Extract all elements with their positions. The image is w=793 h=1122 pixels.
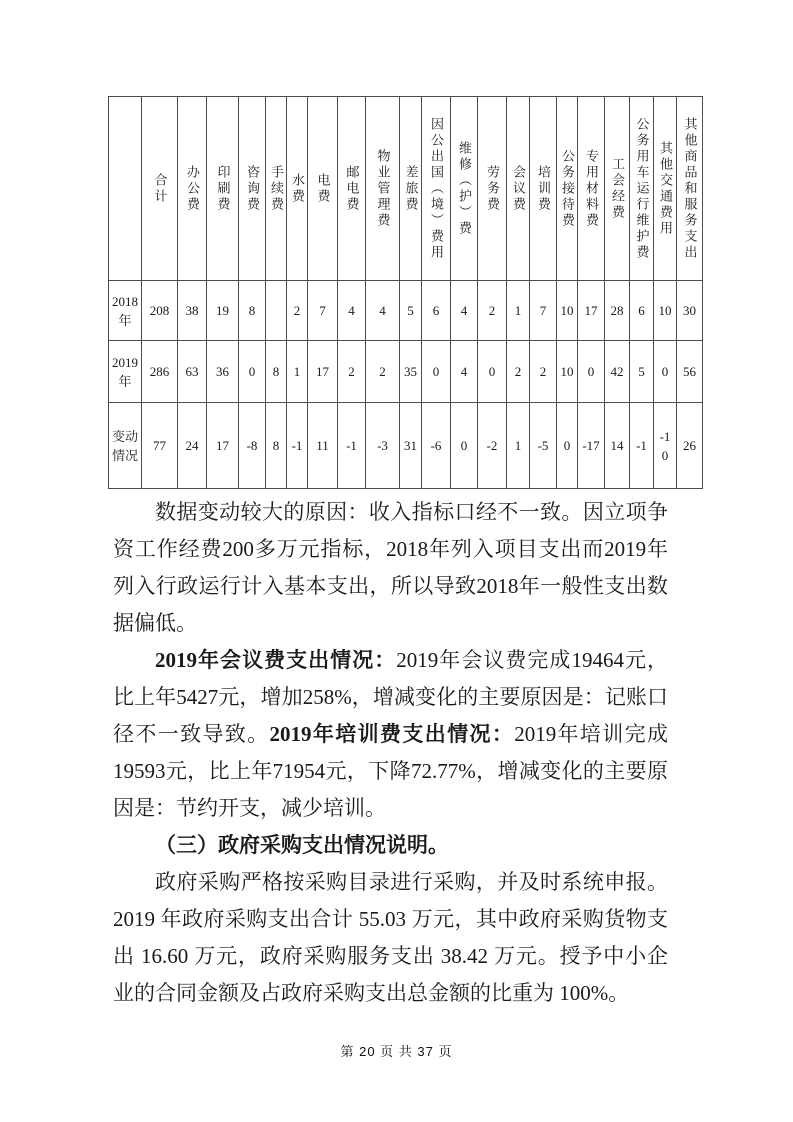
column-header-label: 其他交通费用 [658, 140, 673, 237]
column-header-16 [578, 97, 605, 281]
cell-r2-c2: 17 [207, 403, 239, 489]
cell-r2-c13: 1 [507, 403, 530, 489]
cell-r1-c4: 8 [266, 341, 287, 403]
cell-r0-c14: 7 [530, 281, 557, 341]
column-header-label: 邮电费 [344, 164, 360, 213]
column-header-2 [207, 97, 239, 281]
cell-r0-c20: 30 [677, 281, 703, 341]
column-header-14 [530, 97, 557, 281]
column-header-label: 办公费 [185, 164, 200, 213]
cell-r2-c10: -6 [422, 403, 451, 489]
cell-r0-c10: 6 [422, 281, 451, 341]
cell-r1-c17: 42 [605, 341, 630, 403]
cell-r2-c20: 26 [677, 403, 703, 489]
column-header-7 [338, 97, 366, 281]
column-header-label: 公务接待费 [560, 148, 575, 229]
cell-r0-c15: 10 [557, 281, 578, 341]
column-header-label: 公务用车运行维护费 [634, 116, 650, 261]
column-header-label: 咨询费 [245, 164, 260, 213]
meeting-fee-lead: 2019年会议费支出情况： [155, 648, 397, 672]
cell-r0-c16: 17 [578, 281, 605, 341]
cell-r0-c13: 1 [507, 281, 530, 341]
column-header-label: 培训费 [536, 164, 551, 213]
column-header-15 [557, 97, 578, 281]
column-header-label: 劳务费 [485, 164, 500, 213]
cell-r2-c19: -10 [654, 403, 677, 489]
column-header-label: 印刷费 [215, 164, 231, 213]
column-header-8 [366, 97, 400, 281]
cell-r2-c1: 24 [178, 403, 207, 489]
row-label-1: 2019年 [109, 341, 142, 403]
column-header-13 [507, 97, 530, 281]
column-header-label: 水费 [290, 172, 305, 205]
cell-r2-c12: -2 [478, 403, 507, 489]
cell-r1-c2: 36 [207, 341, 239, 403]
cell-r0-c7: 4 [338, 281, 366, 341]
cell-r0-c5: 2 [287, 281, 308, 341]
cell-r1-c0: 286 [142, 341, 178, 403]
cell-r0-c8: 4 [366, 281, 400, 341]
cell-r2-c16: -17 [578, 403, 605, 489]
body-text [113, 494, 668, 1012]
column-header-label: 专用材料费 [584, 148, 599, 229]
column-header-12 [478, 97, 507, 281]
corner-cell [109, 97, 142, 281]
column-header-6 [308, 97, 338, 281]
cell-r0-c6: 7 [308, 281, 338, 341]
cell-r1-c11: 4 [451, 341, 478, 403]
cell-r2-c9: 31 [400, 403, 422, 489]
column-header-20 [677, 97, 703, 281]
cell-r2-c11: 0 [451, 403, 478, 489]
column-header-label: 电费 [315, 172, 331, 205]
cell-r1-c15: 10 [557, 341, 578, 403]
column-header-label: 其他商品和服务支出 [682, 116, 698, 261]
training-fee-text: 2019年培训完成19593元，比上年71954元，下降72.77%，增减变化的主要原因是：节约开支，减少培训。 [113, 722, 669, 820]
column-header-18 [630, 97, 654, 281]
column-header-label: 合计 [152, 172, 168, 205]
cell-r1-c6: 17 [308, 341, 338, 403]
cell-r0-c12: 2 [478, 281, 507, 341]
meeting-fee-text: 2019年会议费完成19464元，比上年5427元，增加258%，增减变化的主要原因是：记账口径不一致导致。 [113, 648, 669, 746]
cell-r1-c19: 0 [654, 341, 677, 403]
paragraph-data-change-reason [113, 494, 668, 642]
column-header-11 [451, 97, 478, 281]
cell-r0-c2: 19 [207, 281, 239, 341]
cell-r2-c4: 8 [266, 403, 287, 489]
cell-r0-c1: 38 [178, 281, 207, 341]
row-label-2: 变动情况 [109, 403, 142, 489]
paragraph-text: 数据变动较大的原因：收入指标口经不一致。因立项争资工作经费200多万元指标，2018年列入项目支出而2019年列入行政运行计入基本支出，所以导致2018年一般性支出数据偏低。 [113, 500, 668, 635]
column-header-0 [142, 97, 178, 281]
cell-r2-c14: -5 [530, 403, 557, 489]
column-header-1 [178, 97, 207, 281]
cell-r1-c7: 2 [338, 341, 366, 403]
cell-r2-c8: -3 [366, 403, 400, 489]
cell-r0-c19: 10 [654, 281, 677, 341]
cell-r1-c18: 5 [630, 341, 654, 403]
cell-r1-c1: 63 [178, 341, 207, 403]
column-header-10 [422, 97, 451, 281]
cell-r2-c18: -1 [630, 403, 654, 489]
cell-r1-c20: 56 [677, 341, 703, 403]
cell-r2-c15: 0 [557, 403, 578, 489]
page-footer: 第 20 页 共 37 页 [340, 1044, 453, 1059]
expense-comparison-table [108, 96, 703, 489]
cell-r2-c0: 77 [142, 403, 178, 489]
cell-r2-c5: -1 [287, 403, 308, 489]
cell-r2-c3: -8 [239, 403, 266, 489]
cell-r1-c9: 35 [400, 341, 422, 403]
cell-r2-c7: -1 [338, 403, 366, 489]
column-header-label: 工会经费 [610, 156, 625, 221]
cell-r1-c16: 0 [578, 341, 605, 403]
row-label-0: 2018年 [109, 281, 142, 341]
cell-r1-c10: 0 [422, 341, 451, 403]
cell-r1-c5: 1 [287, 341, 308, 403]
paragraph-meeting-training-fees [113, 642, 668, 827]
column-header-label: 手续费 [269, 164, 284, 213]
cell-r0-c0: 208 [142, 281, 178, 341]
cell-r1-c3: 0 [239, 341, 266, 403]
cell-r0-c17: 28 [605, 281, 630, 341]
section-heading-procurement: （三）政府采购支出情况说明。 [155, 833, 449, 857]
cell-r0-c4 [266, 281, 287, 341]
cell-r2-c6: 11 [308, 403, 338, 489]
column-header-3 [239, 97, 266, 281]
column-header-17 [605, 97, 630, 281]
cell-r0-c9: 5 [400, 281, 422, 341]
cell-r2-c17: 14 [605, 403, 630, 489]
column-header-5 [287, 97, 308, 281]
column-header-label: 会议费 [511, 164, 526, 213]
column-header-label: 因公出国（境）费用 [429, 116, 444, 261]
training-fee-lead: 2019年培训费支出情况： [269, 722, 515, 746]
cell-r0-c11: 4 [451, 281, 478, 341]
column-header-label: 物业管理费 [375, 148, 391, 229]
cell-r1-c14: 2 [530, 341, 557, 403]
column-header-19 [654, 97, 677, 281]
column-header-label: 维修（护）费 [457, 140, 472, 237]
column-header-label: 差旅费 [403, 164, 419, 213]
paragraph-procurement: 政府采购严格按采购目录进行采购，并及时系统申报。2019 年政府采购支出合计 55.03 万元，其中政府采购货物支出 16.60 万元，政府采购服务支出 38.42 万元。授予中小企业的合同金额及占政府采购支出总金额的比重为 100%。 [113, 870, 668, 1005]
column-header-9 [400, 97, 422, 281]
cell-r0-c3: 8 [239, 281, 266, 341]
cell-r1-c8: 2 [366, 341, 400, 403]
cell-r1-c12: 0 [478, 341, 507, 403]
column-header-4 [266, 97, 287, 281]
cell-r1-c13: 2 [507, 341, 530, 403]
cell-r0-c18: 6 [630, 281, 654, 341]
